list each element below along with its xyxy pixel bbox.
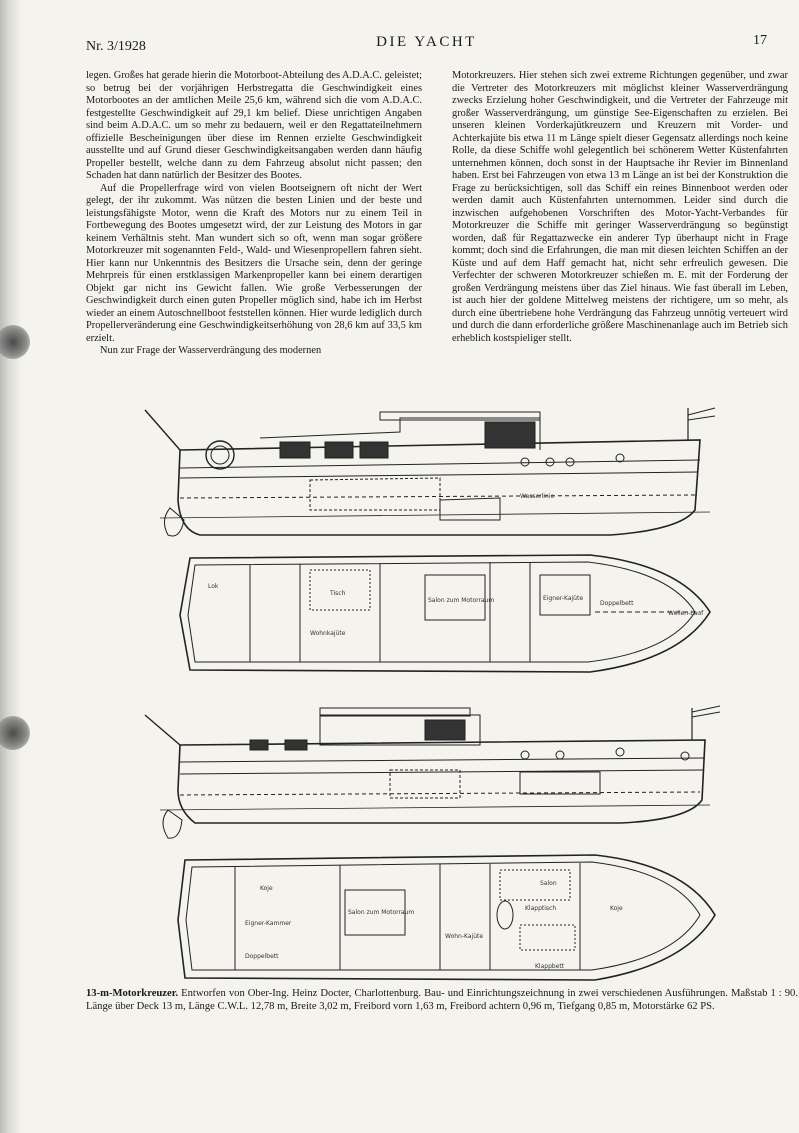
article-column-right bbox=[452, 70, 788, 345]
paragraph: Nun zur Frage der Wasserverdrängung des modernen bbox=[100, 345, 322, 356]
profile-drawing-1 bbox=[145, 408, 715, 536]
deck-plan-2 bbox=[178, 855, 715, 980]
room-label: Koje bbox=[260, 885, 273, 892]
room-label: Wohn-Kajüte bbox=[445, 933, 484, 940]
room-label: Tisch bbox=[330, 590, 346, 597]
issue-number: Nr. 3/1928 bbox=[86, 39, 146, 54]
room-label: Eigner-Kajüte bbox=[543, 595, 584, 602]
room-label: Wohnkajüte bbox=[310, 630, 346, 637]
room-label: Eigner-Kammer bbox=[245, 920, 292, 927]
binding-shadow bbox=[0, 0, 22, 1133]
room-label: Klappbett bbox=[535, 963, 565, 970]
profile-drawing-2 bbox=[145, 706, 720, 838]
paragraph: Auf die Propellerfrage wird von vielen Bootseignern oft nicht der Wert gelegt, der ihr zukommt. Was nützen die besten Linien und der beste und leistungsfähigste Motor, wenn die Kraft des Motors nur zu einem Teil in Fortbewegung des Bootes umgesetzt wird, der zur Leistung des Motors in gar keinem Verhältnis steht. Man wundert sich so oft, wenn man sogar größere Motorkreuzer mit sogenannten Feld-, Wald- und Wiesenpropellern fahren sieht. Hier kann nur Unkenntnis des Besitzers die Ursache sein, denn der geringe Mehrpreis für einen erstklassigen Markenpropeller kann bei einem derartigen Objekt gar nicht ins Gewicht fallen. Wie große Verbesserungen der Geschwindigkeit durch einen guten Propeller möglich sind, habe ich im Herbst wieder an einem Autoschnellboot feststellen können. Hier wurde lediglich durch Propellerveränderung eine Geschwindigkeitserhöhung von 28,6 km auf 33,5 km erzielt. bbox=[86, 182, 422, 344]
punch-hole-top bbox=[0, 325, 30, 359]
room-label: Doppelbett bbox=[600, 600, 634, 607]
room-label: Salon zum Motorraum bbox=[428, 597, 495, 604]
waterline-label: Wasserlinie bbox=[520, 493, 555, 500]
caption-title: 13-m-Motorkreuzer. bbox=[86, 988, 179, 999]
room-label: Lok bbox=[208, 583, 219, 590]
room-label: Salon bbox=[540, 880, 557, 887]
room-label: Wellen-Lauf bbox=[668, 610, 704, 617]
caption-text: Entworfen von Ober-Ing. Heinz Docter, Charlottenburg. Bau- und Einrichtungszeichnung in zwei verschiedenen Ausführungen. Maßstab 1 : 90. Länge über Deck 13 m, Länge C.W.L. 12,78 m, Breite 3,02 m, Freibord vorn 1,63 m, Freibord achtern 0,96 m, Tiefgang 0,85 m, Motorstärke 62 PS. bbox=[86, 988, 798, 1012]
paragraph: legen. Großes hat gerade hierin die Motorboot-Abteilung des A.D.A.C. geleistet; so betrug bei der vorjährigen Herbstregatta die Geschwindigkeit eines Motorbootes an der amtlichen Meile 25,6 km, während sich die vom A.D.A.C. festgestellte Geschwindigkeit auf 29,1 km belief. Diese unrichtigen Angaben sind beim A.D.A.C. um so mehr zu bedauern, weil er den Regattateilnehmern offizielle Bescheinigungen über diese im Rennen erzielte Geschwindigkeit ausstellte und auf Grund dieser Geschwindigkeitsangaben werden dann häufig Propeller bestellt, welche dann zu dem Fahrzeug absolut nicht passen; den Schaden hat dann natürlich der Besitzer des Bootes. bbox=[86, 70, 422, 181]
boat-drawings bbox=[140, 390, 730, 990]
paragraph: Motorkreuzers. Hier stehen sich zwei extreme Richtungen gegenüber, und zwar die Vertreter des Motorkreuzers mit möglichst kleiner Wasserverdrängung zwecks Erzielung hoher Geschwindigkeit, und die Vertreter der Fahrzeuge mit großer Wasserverdrängung, um günstige See-Eigenschaften zu erzielen. Bei unseren kleinen Vorderkajütkreuzern und Kreuzern mit Vorder- und Achterkajüte bis etwa 11 m Länge spielt dieser Gegensatz allerdings noch keine Rolle, da diese Schiffe wohl gelegentlich bei schönerem Wetter Küstenfahrten unternehmen können, doch sonst in der Hauptsache ihr Revier im Binnenland haben. Erst bei Fahrzeugen von etwa 13 m Länge an ist bei der Konstruktion die Frage zu berücksichtigen, soll das Schiff ein reines Binnenboot werden oder werden damit auch Küstenfahrten unternommen. Leider sind durch die inzwischen aufgehobenen Vorschriften des Motor-Yacht-Verbandes für Motorkreuzer die Schiffe mit geringer Wasserverdrängung so begünstigt worden, daß für Regattazwecke ein anderer Typ überhaupt nicht in Frage kommt; doch sind die Erfahrungen, die man mit diesen leichten Schiffen an der Küste und auf dem Haff gemacht hat, nicht sehr erfreulich gewesen. Die Verfechter der schweren Motorkreuzer schießen m. E. mit der Forderung der großen Verdrängung meistens über das Ziel hinaus. Wie fast überall im Leben, ist auch hier der goldene Mittelweg meistens der richtigere, um so mehr, als durch eine übertriebene hohe Verdrängung das Fahrzeug unnötig verteuert wird und durch die dann erforderliche größere Maschinenanlage auch im Betrieb sich erheblich kostspieliger stellt. bbox=[452, 70, 788, 344]
punch-hole-bottom bbox=[0, 716, 30, 750]
article-column-left bbox=[86, 70, 422, 358]
figure-caption bbox=[86, 988, 798, 1013]
room-label: Doppelbett bbox=[245, 953, 279, 960]
room-label: Koje bbox=[610, 905, 623, 912]
magazine-title: DIE YACHT bbox=[376, 34, 477, 50]
page-number: 17 bbox=[753, 33, 767, 48]
room-label: Klapptisch bbox=[525, 905, 557, 912]
room-label: Salon zum Motorraum bbox=[348, 909, 415, 916]
deck-plan-1 bbox=[180, 555, 710, 672]
running-header bbox=[86, 33, 767, 55]
